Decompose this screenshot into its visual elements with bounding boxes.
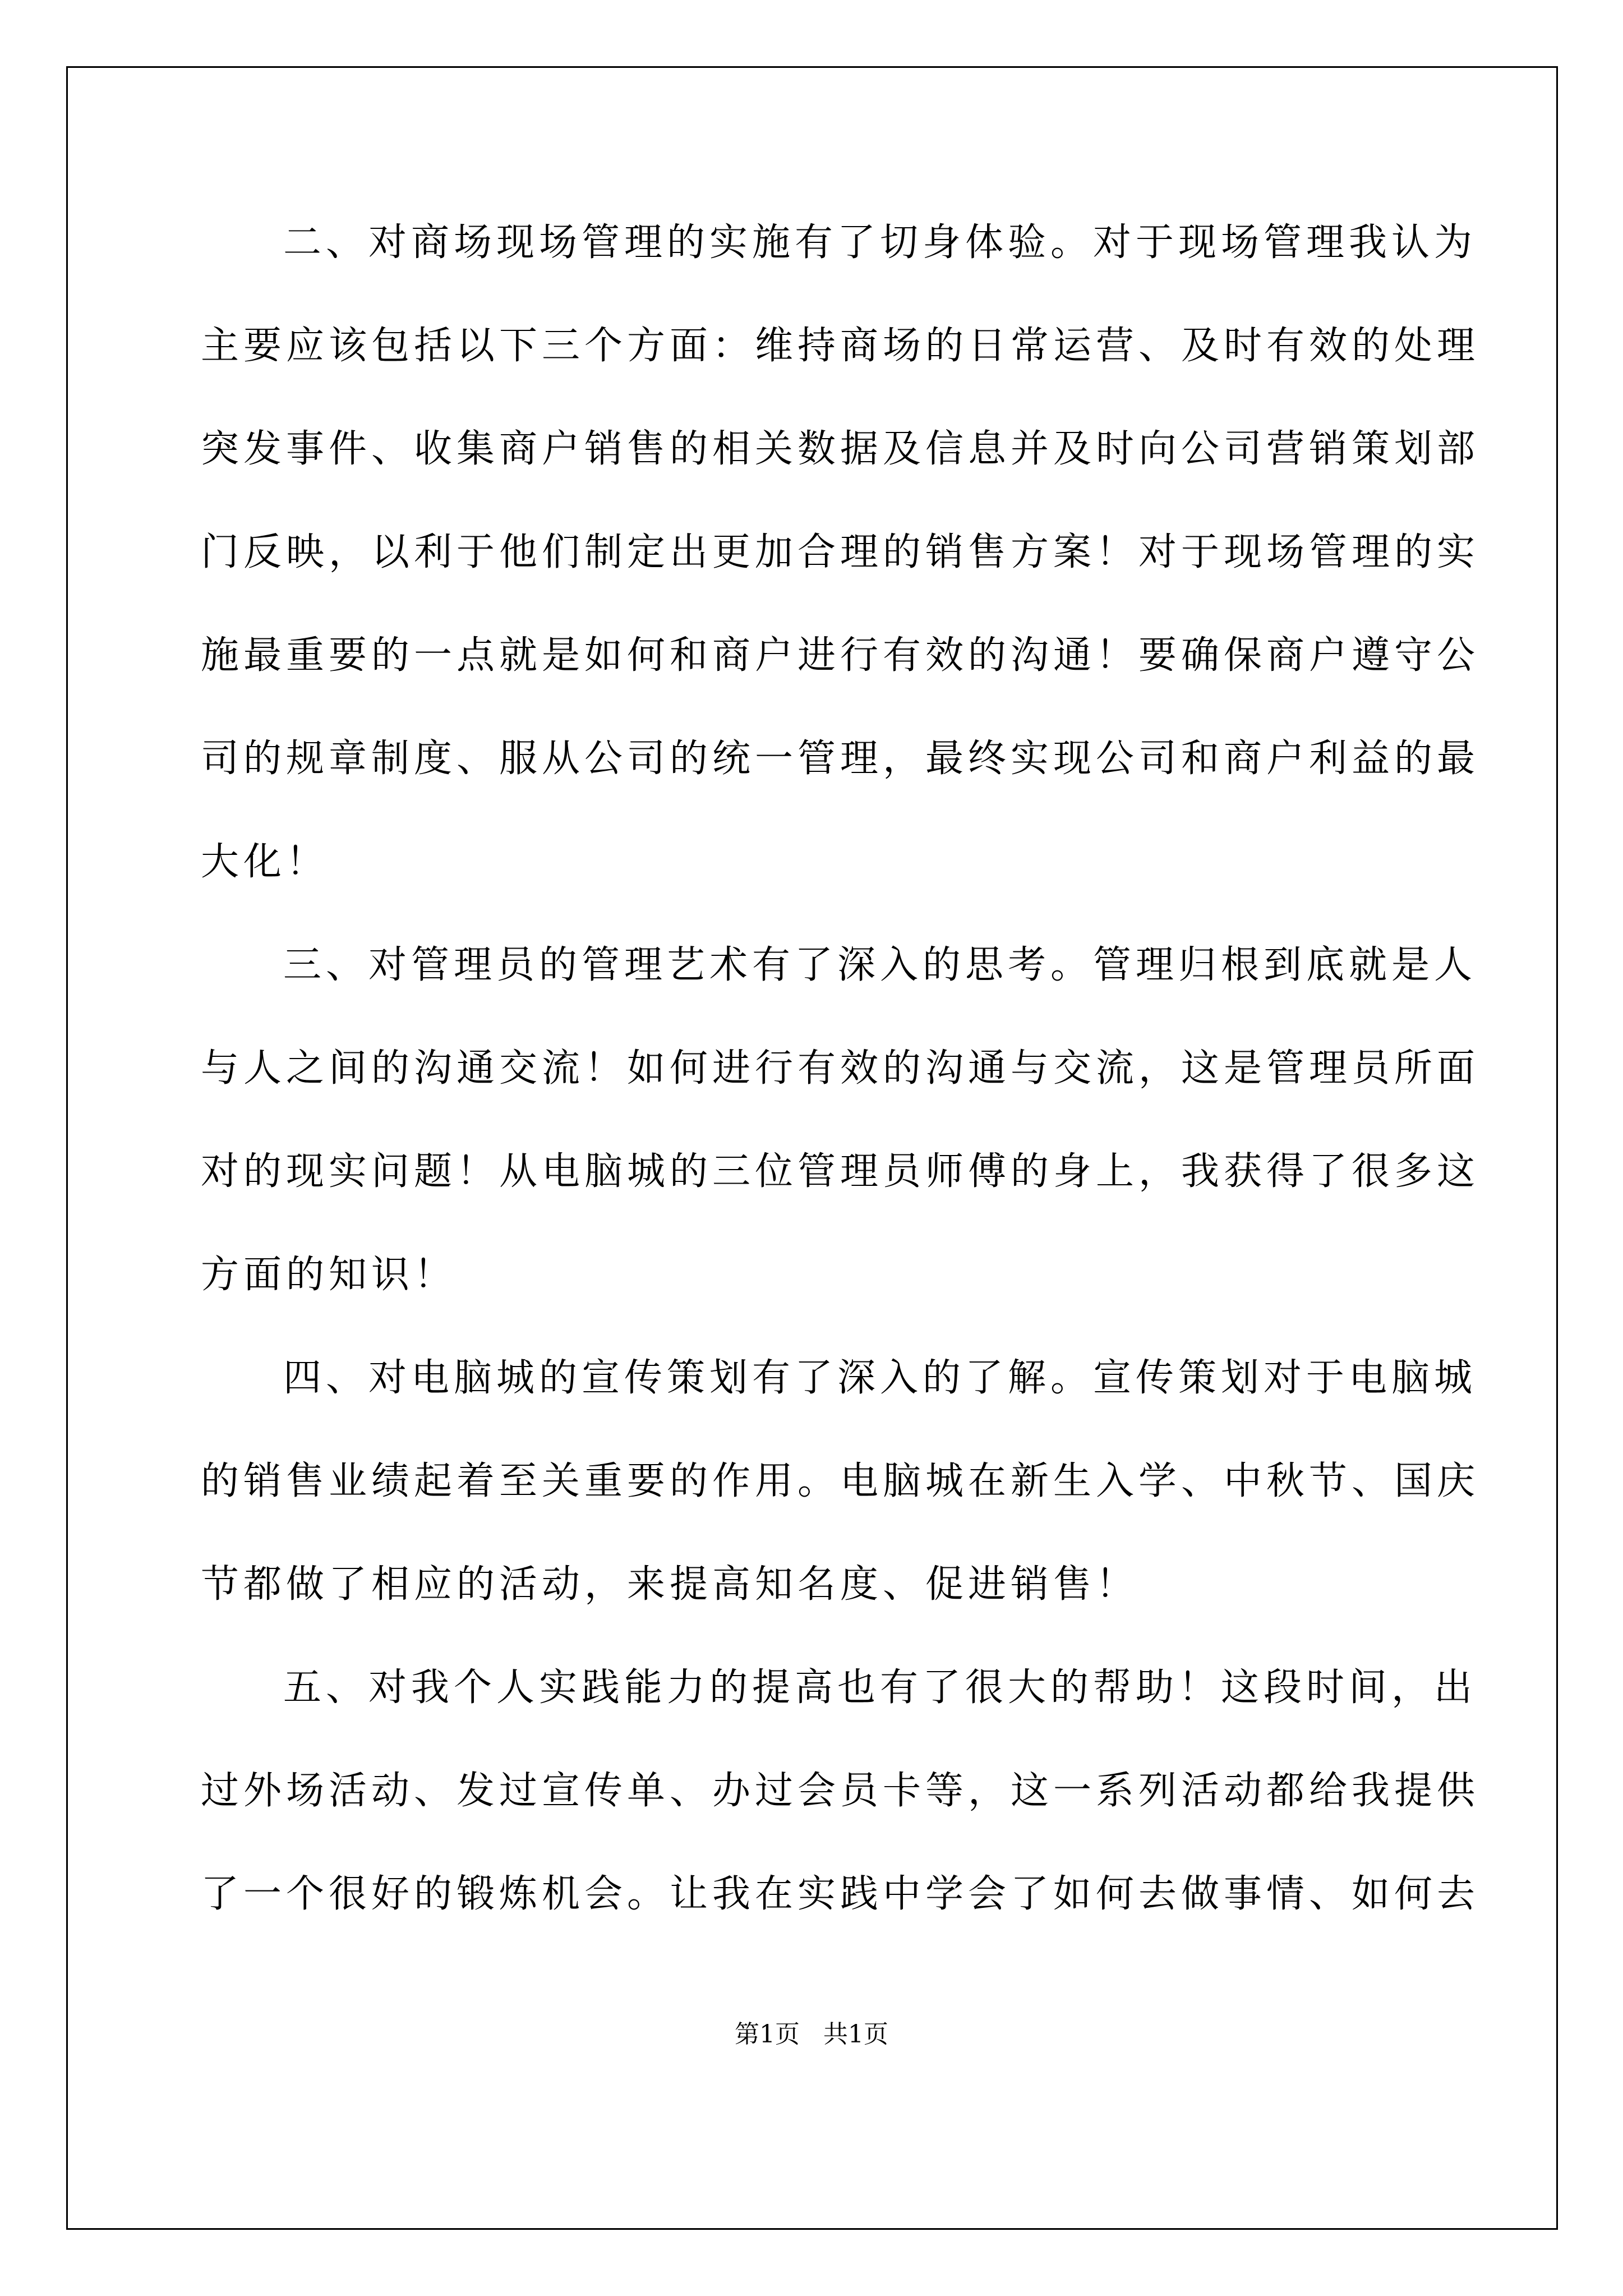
text-line: 四、对电脑城的宣传策划有了深入的了解。宣传策划对于电脑城 — [283, 1356, 1477, 1400]
document-body — [201, 215, 1480, 1970]
text-line: 对的现实问题！从电脑城的三位管理员师傅的身上，我获得了很多这 — [201, 1149, 1480, 1194]
text-line: 节都做了相应的活动，来提高知名度、促进销售！ — [201, 1562, 1139, 1607]
text-line: 施最重要的一点就是如何和商户进行有效的沟通！要确保商户遵守公 — [201, 633, 1480, 678]
page-number: 第1页 — [735, 2020, 800, 2049]
page-footer — [0, 2014, 1623, 2050]
text-line: 突发事件、收集商户销售的相关数据及信息并及时向公司营销策划部 — [201, 427, 1480, 471]
text-line: 主要应该包括以下三个方面：维持商场的日常运营、及时有效的处理 — [201, 324, 1480, 368]
text-line: 三、对管理员的管理艺术有了深入的思考。管理归根到底就是人 — [283, 943, 1477, 987]
footer-gap — [800, 2020, 823, 2049]
text-line: 五、对我个人实践能力的提高也有了很大的帮助！这段时间，出 — [283, 1665, 1477, 1710]
text-line: 了一个很好的锻炼机会。让我在实践中学会了如何去做事情、如何去 — [201, 1872, 1480, 1916]
page-total: 共1页 — [823, 2020, 888, 2049]
text-line: 大化！ — [201, 840, 329, 884]
text-line: 司的规章制度、服从公司的统一管理，最终实现公司和商户利益的最 — [201, 737, 1480, 781]
text-line: 二、对商场现场管理的实施有了切身体验。对于现场管理我认为 — [283, 220, 1477, 265]
text-line: 门反映，以利于他们制定出更加合理的销售方案！对于现场管理的实 — [201, 530, 1480, 574]
text-line: 过外场活动、发过宣传单、办过会员卡等，这一系列活动都给我提供 — [201, 1769, 1480, 1813]
text-line: 方面的知识！ — [201, 1253, 457, 1297]
text-line: 与人之间的沟通交流！如何进行有效的沟通与交流，这是管理员所面 — [201, 1046, 1480, 1091]
text-line: 的销售业绩起着至关重要的作用。电脑城在新生入学、中秋节、国庆 — [201, 1459, 1480, 1503]
